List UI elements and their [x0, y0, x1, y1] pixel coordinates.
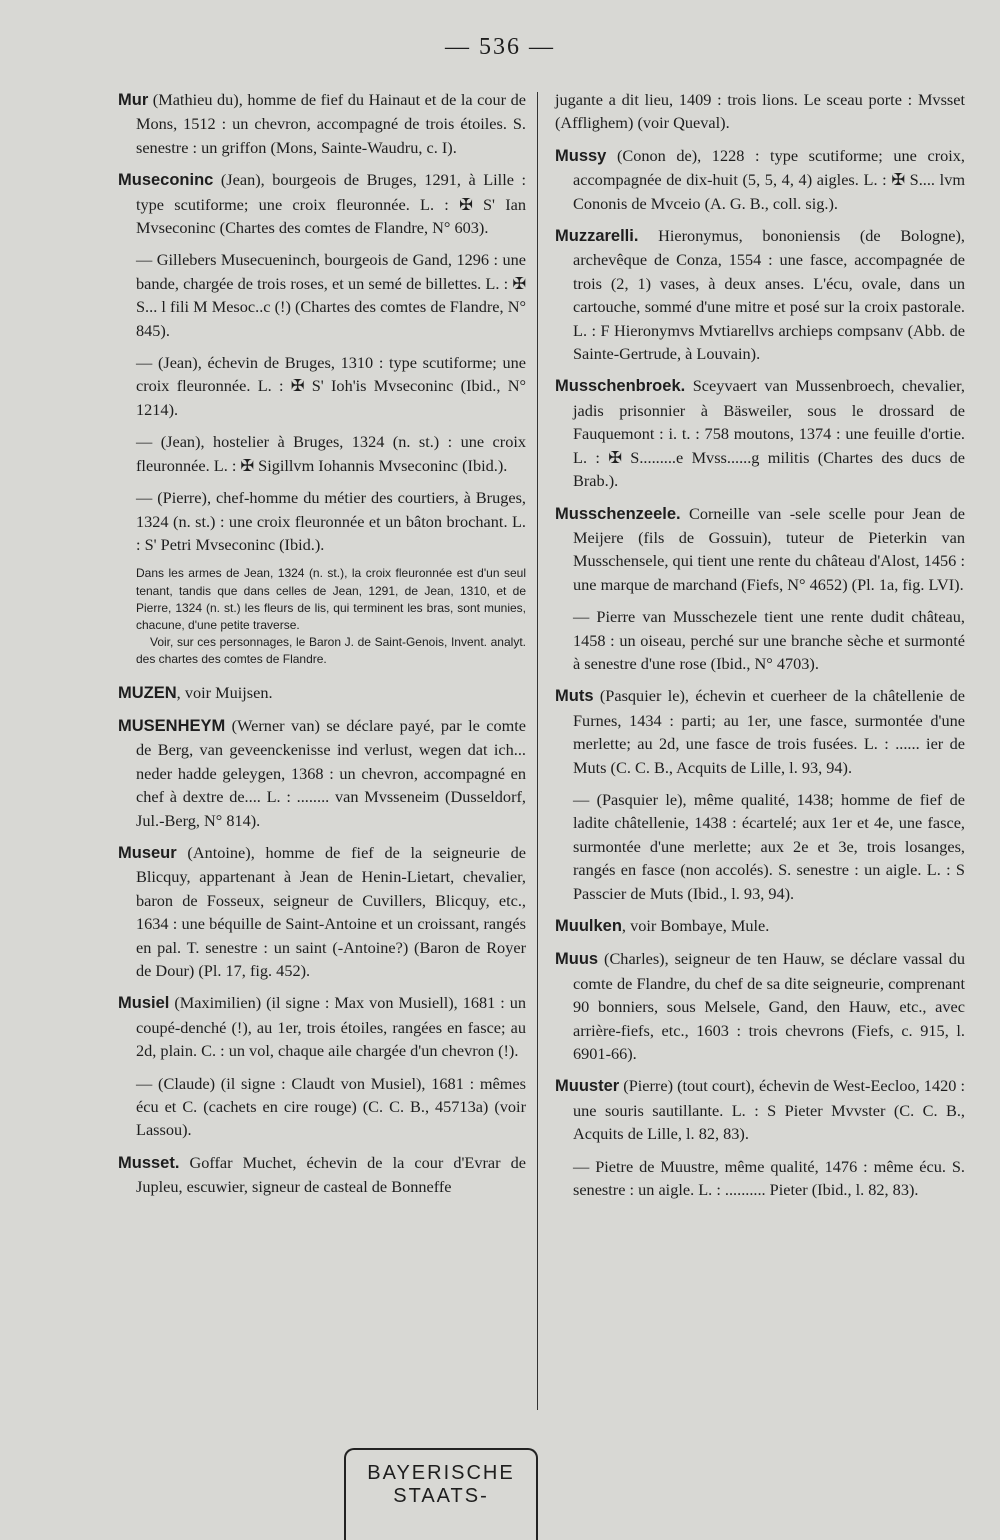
entry	[118, 714, 526, 832]
entry-headword: Musset.	[118, 1153, 180, 1172]
entry-headword: MUSENHEYM	[118, 716, 226, 735]
entry-text: Hieronymus, bononiensis (de Bologne), archevêque de Conza, 1554 : une fasce, accompagnée de trois (2, 1) vases, à deux anses. L'écu, ovale, dans un cartouche, sommé d'une mitre et posé sur la croix pastorale. L. : F Hieronymvs Mvtiarellvs archieps compsanv (Abb. de Sainte-Gertrude, à Louvain).	[573, 226, 965, 364]
entry	[555, 947, 965, 1065]
entry	[555, 684, 965, 779]
entry	[555, 788, 965, 905]
entry-headword: MUZEN	[118, 683, 177, 702]
entry-headword: Musschenzeele.	[555, 504, 681, 523]
entry	[555, 374, 965, 492]
entry-headword: Museur	[118, 843, 177, 862]
footnote-paragraph-1: Dans les armes de Jean, 1324 (n. st.), la croix fleuronnée est d'un seul tenant, tandis que dans celles de Jean, 1291, de Jean, 1310, et de Pierre, 1324 (n. st.) les fleurs de lis, qui terminent les bras, sont munies, chacune, d'une petite traverse.	[136, 566, 526, 632]
left-entries	[118, 88, 526, 556]
right-column	[555, 88, 965, 1210]
entry-text: (Charles), seigneur de ten Hauw, se déclare vassal du comte de Flandre, du chef de sa dite seigneurie, comprenant 90 bonniers, sous Melsele, Gand, den Hauw, etc., avec arrière-fiefs, etc., 1603 : trois chevrons (Fiefs, c. 915, l. 6901-66).	[573, 949, 965, 1064]
entry	[118, 841, 526, 982]
entry-text: (Werner van) se déclare payé, par le comte de Berg, van geveenckenisse ind verlust, wegen dat ich... neder hadde geleygen, 1368 : un chevron, accompagné en chef à dextre de.... L. : ........ van Mvsseneim (Dusseldorf, Jul.-Berg, N° 814).	[136, 715, 526, 830]
page-number: — 536 —	[445, 34, 555, 60]
entry-headword: Musiel	[118, 994, 170, 1013]
entry-text: (Jean), bourgeois de Bruges, 1291, à Lille : type scutiforme; une croix fleuronnée. L. : ✠ S' Ian Mvseconinc (Chartes des comtes de Flandre, N° 603).	[136, 170, 526, 238]
entry-text: (Conon de), 1228 : type scutiforme; une croix, accompagnée de dix-huit (5, 5, 4, 4) aigles. L. : ✠ S.... lvm Cononis de Mvceio (A. G. B., coll. sig.).	[573, 145, 965, 213]
entry-text: Corneille van -sele scelle pour Jean de Meijere (fils de Gossuin), tuteur de Pieterkin van Musschensele, qui tient une rente du château d'Alost, 1456 : une marque de marchand (Fiefs, N° 4652) (Pl. 1a, fig. LVI).	[573, 503, 965, 594]
entry-headword: Muulken	[555, 917, 622, 935]
entry-text: Goffar Muchet, échevin de la cour d'Evrar de Jupleu, escuwier, signeur de casteal de Bonneffe	[136, 1152, 526, 1197]
entry	[118, 1072, 526, 1142]
entry-headword: Mur	[118, 91, 149, 109]
entry	[555, 1074, 965, 1145]
entry	[555, 144, 965, 215]
left-entries-2	[118, 681, 526, 1199]
entry-text: , voir Bombaye, Mule.	[621, 916, 770, 935]
entry	[555, 224, 965, 365]
entry	[118, 168, 526, 239]
entry-text: — (Jean), échevin de Bruges, 1310 : type scutiforme; une croix fleuronnée. L. : ✠ S' Ioh'is Mvseconinc (Ibid., N° 1214).	[136, 353, 526, 419]
entry	[118, 486, 526, 556]
entry	[118, 430, 526, 477]
entry-headword: Musschenbroek.	[555, 377, 686, 396]
entry-text: — (Claude) (il signe : Claudt von Musiel), 1681 : mêmes écu et C. (cachets en cire rouge) (C. C. B., 45713a) (voir Lassou).	[136, 1073, 526, 1140]
entry	[555, 1155, 965, 1202]
stamp-line-1: BAYERISCHE	[367, 1462, 515, 1484]
entry-text: Sceyvaert van Mussenbroech, chevalier, jadis prisonnier à Bäsweiler, sous le drossard de Fauquemont : i. t. : 758 moutons, 1374 : une feuille d'ortie. L. : ✠ S.........e Mvss......g militis (Chartes des ducs de Brab.).	[573, 376, 965, 491]
footnote	[136, 565, 526, 668]
entry-text: (Maximilien) (il signe : Max von Musiell), 1681 : un coupé-denché (!), au 1er, trois étoiles, rangées en fasce; au 2d, plain. C. : un vol, chaque aile chargée d'un chevron (!).	[136, 993, 526, 1061]
entry	[118, 991, 526, 1062]
entry-headword: Museconinc	[118, 171, 214, 190]
entry-text: (Pasquier le), échevin et cuerheer de la châtellenie de Furnes, 1434 : parti; au 1er, une fasce, surmontée d'une merlette; au 2d, une fasce de trois fusées. L. : ...... ier de Muts (C. C. B., Acquits de Lille, l. 93, 94).	[573, 686, 965, 777]
entry-text: — (Pierre), chef-homme du métier des courtiers, à Bruges, 1324 (n. st.) : une croix fleuronnée et un bâton brochant. L. : S' Petri Mvseconinc (Ibid.).	[136, 488, 526, 554]
entry-text: (Mathieu du), homme de fief du Hainaut et de la cour de Mons, 1512 : un chevron, accompagné de trois étoiles. S. senestre : un griffon (Mons, Sainte-Waudru, c. I).	[136, 90, 526, 157]
entry-headword: Muus	[555, 950, 599, 969]
entry	[118, 248, 526, 342]
entry-text: — Pierre van Musschezele tient une rente dudit château, 1458 : un oiseau, perché sur une branche sèche et surmonté à senestre d'une rose (Ibid., N° 4703).	[573, 607, 965, 673]
entry-text: jugante a dit lieu, 1409 : trois lions. Le sceau porte : Mvsset (Afflighem) (voir Queval).	[555, 90, 965, 133]
entry-headword: Muzzarelli.	[555, 227, 639, 246]
footnote-paragraph-2: Voir, sur ces personnages, le Baron J. de Saint-Genois, Invent. analyt. des chartes des comtes de Flandre.	[136, 635, 526, 667]
stamp-line-2: STAATS-	[393, 1485, 489, 1507]
entry-text: , voir Muijsen.	[176, 682, 273, 702]
entry-text: (Pierre) (tout court), échevin de West-Eecloo, 1420 : une souris sautillante. L. : S Pieter Mvvster (C. C. B., Acquits de Lille, l. 82, 83).	[573, 1076, 965, 1144]
entry-text: — Pietre de Muustre, même qualité, 1476 : même écu. S. senestre : un aigle. L. : .......... Pieter (Ibid., l. 82, 83).	[573, 1156, 965, 1200]
entry-headword: Mussy	[555, 146, 607, 165]
column-divider	[537, 92, 538, 1410]
entry-headword: Muuster	[555, 1077, 620, 1096]
entry-text: — (Jean), hostelier à Bruges, 1324 (n. st.) : une croix fleuronnée. L. : ✠ Sigillvm Iohannis Mvseconinc (Ibid.).	[136, 432, 526, 475]
entry	[555, 502, 965, 597]
entry-headword: Muts	[555, 687, 594, 706]
entry	[118, 1151, 526, 1199]
entry	[555, 605, 965, 675]
entry	[555, 88, 965, 135]
entry	[555, 914, 965, 938]
entry	[118, 88, 526, 159]
entry-text: (Antoine), homme de fief de la seigneurie de Blicquy, appartenant à Jean de Henin-Lietart, chevalier, baron de Fosseux, seigneur de Cuvillers, Blicquy, etc., 1634 : une béquille de Saint-Antoine et un croissant, rangés en pal. T. senestre : un saint (-Antoine?) (Baron de Royer de Dour) (Pl. 17, fig. 452).	[136, 842, 526, 980]
entry	[118, 351, 526, 421]
left-column	[118, 88, 526, 1208]
entry-text: — (Pasquier le), même qualité, 1438; homme de fief de ladite châtellenie, 1438 : écartelé; aux 1er et 4e, une fasce, surmontée d'une merlette; aux 2e et 3e, trois losanges, rangés en fasce (non accolés). S. senestre : un aigle. L. : S Passcier de Muts (Ibid., l. 93, 94).	[573, 789, 965, 903]
entry	[118, 681, 526, 705]
library-stamp	[344, 1448, 538, 1540]
entry-text: — Gillebers Musecueninch, bourgeois de Gand, 1296 : une bande, chargée de trois roses, et un semé de billettes. L. : ✠ S... l fili M Mesoc..c (!) (Chartes des comtes de Flandre, N° 845).	[136, 250, 526, 340]
